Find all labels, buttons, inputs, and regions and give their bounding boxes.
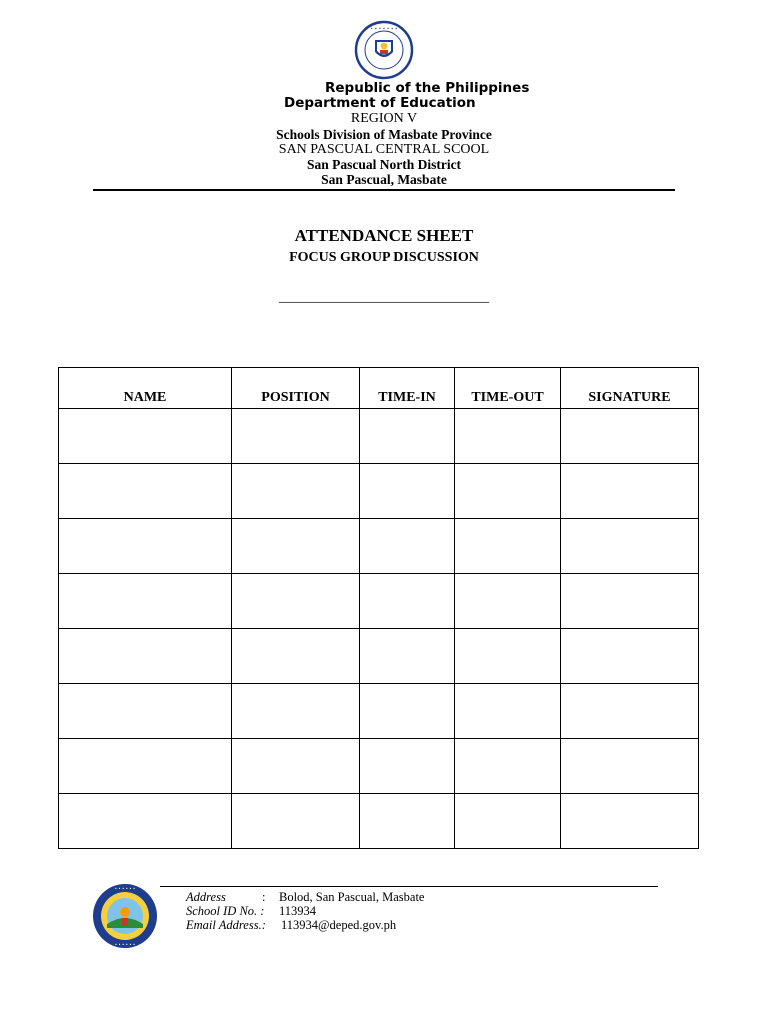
table-header-row <box>59 368 699 409</box>
header-region: REGION V <box>350 111 418 126</box>
address-separator: : <box>262 890 266 904</box>
school-seal-logo <box>90 882 160 950</box>
table-cell-position[interactable] <box>232 684 360 739</box>
table-cell-time-in[interactable] <box>360 519 455 574</box>
table-cell-time-in[interactable] <box>360 629 455 684</box>
table-cell-position[interactable] <box>232 574 360 629</box>
table-row <box>59 739 699 794</box>
table-cell-signature[interactable] <box>561 574 699 629</box>
header-divider <box>93 189 675 191</box>
table-cell-time-out[interactable] <box>455 409 561 464</box>
blank-fill-line: ______________________________ <box>279 290 489 305</box>
column-header-position: POSITION <box>232 368 360 409</box>
table-row <box>59 464 699 519</box>
table-cell-time-out[interactable] <box>455 739 561 794</box>
table-cell-signature[interactable] <box>561 739 699 794</box>
header-location: San Pascual, Masbate <box>321 172 447 187</box>
table-row <box>59 629 699 684</box>
table-cell-time-in[interactable] <box>360 739 455 794</box>
deped-seal-logo <box>350 20 418 80</box>
table-cell-time-in[interactable] <box>360 574 455 629</box>
column-header-time-in: TIME-IN <box>360 368 455 409</box>
footer-address-row <box>186 890 424 904</box>
table-cell-name[interactable] <box>59 519 232 574</box>
table-cell-time-out[interactable] <box>455 574 561 629</box>
table-cell-signature[interactable] <box>561 629 699 684</box>
table-cell-name[interactable] <box>59 409 232 464</box>
table-cell-name[interactable] <box>59 684 232 739</box>
table-row <box>59 794 699 849</box>
school-id-label: School ID No. : <box>186 904 265 918</box>
table-cell-name[interactable] <box>59 629 232 684</box>
table-row <box>59 409 699 464</box>
table-cell-time-out[interactable] <box>455 794 561 849</box>
table-cell-signature[interactable] <box>561 519 699 574</box>
table-body <box>59 409 699 849</box>
header-republic: Republic of the Philippines <box>325 80 530 96</box>
table-cell-time-out[interactable] <box>455 519 561 574</box>
table-cell-signature[interactable] <box>561 464 699 519</box>
table-row <box>59 684 699 739</box>
footer-school-id-row <box>186 904 316 918</box>
table-cell-position[interactable] <box>232 739 360 794</box>
svg-text:• • • • • •: • • • • • • <box>114 942 136 947</box>
address-label: Address <box>186 890 226 904</box>
footer-email-row <box>186 918 396 932</box>
column-header-signature: SIGNATURE <box>561 368 699 409</box>
svg-text:• • • • • •: • • • • • • <box>114 886 136 891</box>
table-cell-position[interactable] <box>232 794 360 849</box>
svg-text:• • • • • • •: • • • • • • • <box>370 27 398 32</box>
table-cell-position[interactable] <box>232 464 360 519</box>
attendance-table <box>58 367 699 849</box>
header-district: San Pascual North District <box>306 157 462 172</box>
table-cell-position[interactable] <box>232 409 360 464</box>
table-cell-signature[interactable] <box>561 794 699 849</box>
table-cell-name[interactable] <box>59 464 232 519</box>
address-value: Bolod, San Pascual, Masbate <box>279 890 425 904</box>
document-subtitle: FOCUS GROUP DISCUSSION <box>289 250 479 265</box>
table-cell-name[interactable] <box>59 794 232 849</box>
header-department: Department of Education <box>284 95 476 111</box>
table-cell-time-out[interactable] <box>455 684 561 739</box>
column-header-time-out: TIME-OUT <box>455 368 561 409</box>
header-school-name: SAN PASCUAL CENTRAL SCOOL <box>278 142 490 157</box>
school-id-value: 113934 <box>279 904 317 918</box>
table-cell-time-in[interactable] <box>360 464 455 519</box>
table-cell-signature[interactable] <box>561 684 699 739</box>
table-cell-name[interactable] <box>59 574 232 629</box>
table-cell-position[interactable] <box>232 629 360 684</box>
email-value: 113934@deped.gov.ph <box>281 918 397 932</box>
table-cell-name[interactable] <box>59 739 232 794</box>
footer-divider <box>160 886 658 887</box>
column-header-name: NAME <box>59 368 232 409</box>
table-cell-time-out[interactable] <box>455 629 561 684</box>
table-cell-time-in[interactable] <box>360 409 455 464</box>
header-division: Schools Division of Masbate Province <box>276 127 492 142</box>
table-row <box>59 519 699 574</box>
email-label: Email Address.: <box>186 918 266 932</box>
document-title: ATTENDANCE SHEET <box>294 226 474 245</box>
table-cell-position[interactable] <box>232 519 360 574</box>
table-cell-time-in[interactable] <box>360 684 455 739</box>
table-cell-time-out[interactable] <box>455 464 561 519</box>
table-row <box>59 574 699 629</box>
table-cell-time-in[interactable] <box>360 794 455 849</box>
table-cell-signature[interactable] <box>561 409 699 464</box>
